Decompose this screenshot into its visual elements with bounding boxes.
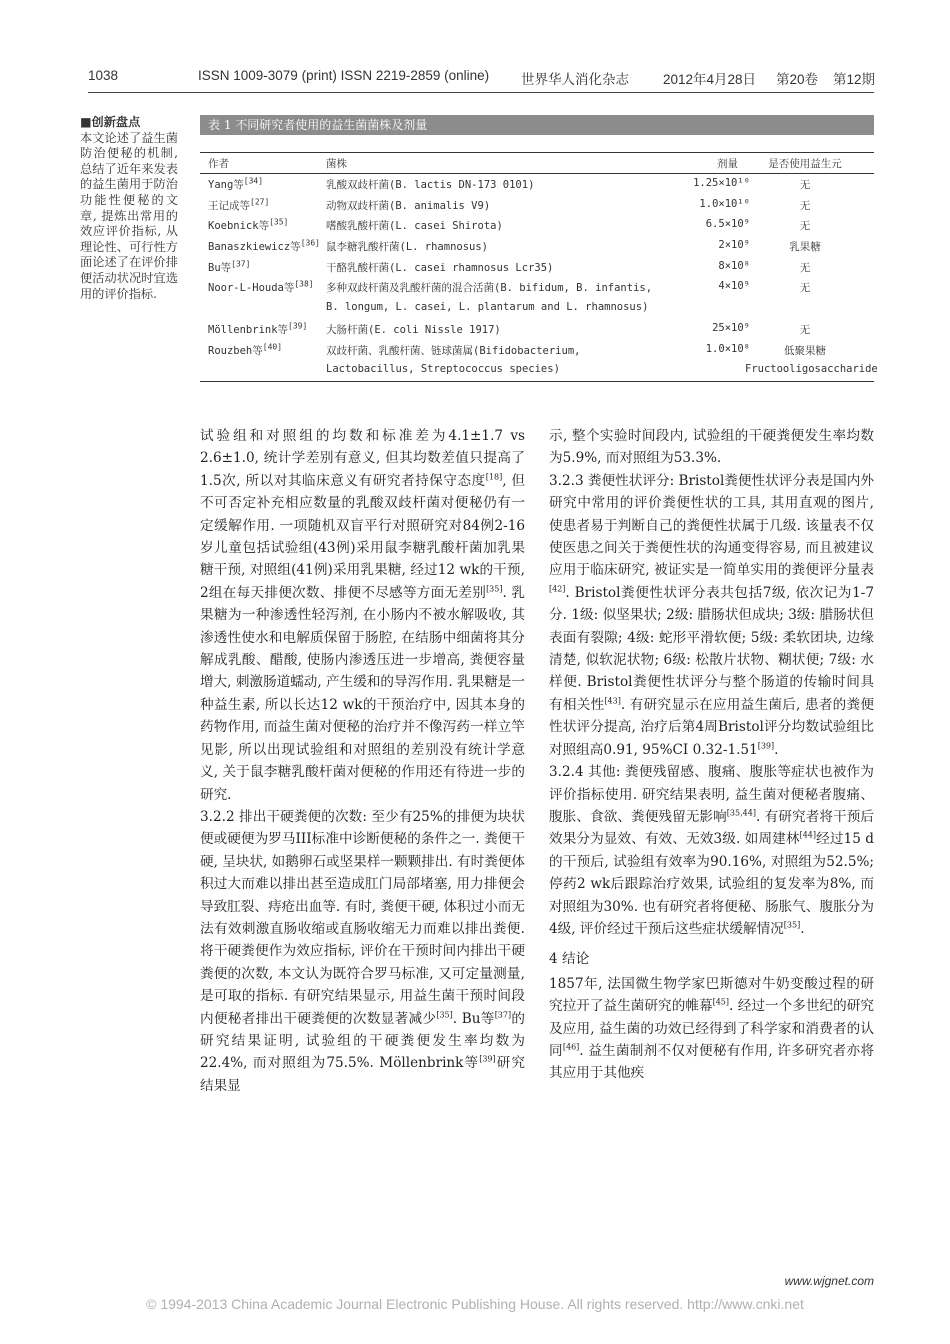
prebiotic-cell: 无 — [799, 199, 811, 212]
strain-cell: 动物双歧杆菌(B. animalis V9) — [326, 199, 491, 212]
text-run: . Bristol粪便性状评分表共包括7级, 依次记为1-7分. 1级: 似坚果状; 2级: 腊肠状但成块; 3级: 腊肠状但表面有裂隙; 4级: 蛇形平滑软便; 5级: 柔软团块, 边缘清楚, 似软泥状物; 6级: 松散片状物、糊状便; 7级: 水样便. Bristol粪便性状评分与整个肠道的传输时间具有相关性 — [549, 584, 874, 713]
dose-cell: 8×10⁸ — [718, 259, 750, 272]
citation: [18] — [485, 472, 503, 482]
citation: [34] — [243, 176, 264, 186]
table-row — [200, 195, 874, 216]
citation: [40] — [262, 342, 283, 351]
text-run: 的研究结果证明, 试验组的干硬粪便发生率均数为22.4%, 而对照组为75.5%. Möllenbrink等 — [200, 1010, 526, 1072]
dose-cell: 1.0×10¹⁰ — [699, 197, 750, 210]
prebiotic-cell: 无 — [799, 220, 811, 233]
text-run: 3.2.4 其他: 粪便残留感、腹痛、腹胀等症状也被作为评价指标使用. 研究结果表明, 益生菌对便秘者腹痛、腹胀、食欲、粪便残留无影响 — [549, 764, 874, 825]
dose-cell: 4×10⁹ — [718, 280, 750, 293]
citation: [36] — [300, 238, 320, 248]
paragraph — [549, 425, 874, 470]
citation: [35] — [783, 920, 801, 930]
sidebar-body: 本文论述了益生菌防治便秘的机制, 总结了近年来发表的益生菌用于防治功能性便秘的文章, 提炼出常用的效应评价指标, 从理论性、可行性方面论述了在评价排便活动状况时宜选用的评价指标. — [80, 130, 178, 301]
citation: [35] — [269, 217, 289, 227]
text-run: 3.2.2 排出干硬粪便的次数: 至少有25%的排便为块状便或硬便为罗马III标准中诊断便秘的条件之一. 粪便干硬, 呈块状, 如鹅卵石或坚果样一颗颗排出. 有时粪便体积过大而难以排出甚至造成肛门局部堵塞, 用力排便会导致肛裂、痔疮出血等. 有时, 粪便干硬, 体积过小而无法有效刺激直肠收缩或直肠收缩无力而难以排出粪便. 将干硬粪便作为效应指标, 评价在干预时间内排出干硬粪便的次数, 本文认为既符合罗马标准, 又可定量测量, 是可取的指标. 有研究结果显示, 用益生菌干预时间段内便秘者排出干硬粪便的次数显著减少 — [200, 808, 525, 1027]
issue-date: 2012年4月28日 — [663, 72, 757, 87]
left-column — [200, 425, 525, 1097]
citation: [42] — [549, 584, 566, 594]
footer-url[interactable]: www.wjgnet.com — [784, 1274, 874, 1288]
header-strain: 菌株 — [326, 158, 347, 170]
author-cell: 王记成等[27] — [208, 197, 270, 212]
author-cell: Möllenbrink等[39] — [208, 321, 308, 336]
paragraph — [200, 806, 525, 1097]
text-run: . — [800, 920, 805, 937]
copyright-watermark: © 1994-2013 China Academic Journal Electronic Publishing House. All rights reserved. http://www.cnki.net — [146, 1296, 804, 1312]
table-row — [200, 277, 874, 298]
strain-cell: 鼠李糖乳酸杆菌(L. rhamnosus) — [326, 241, 489, 254]
dose-cell: 6.5×10⁹ — [705, 218, 750, 231]
text-run: . — [774, 741, 779, 758]
citation: [39] — [479, 1054, 496, 1064]
author-cell: Noor-L-Houda等[38] — [208, 279, 314, 295]
text-run: . 经过一个多世纪的研究及应用, 益生菌的功效已经得到了科学家和消费者的认同 — [549, 998, 874, 1059]
table-row — [200, 360, 878, 381]
dose-cell: 25×10⁹ — [712, 321, 750, 334]
strain-cell: B. longum, L. casei, L. plantarum and L. rhamnosus) — [326, 301, 649, 314]
strain-cell: 干酪乳酸杆菌(L. casei rhamnosus Lcr35) — [326, 261, 554, 274]
paragraph — [549, 470, 874, 761]
right-column — [549, 425, 874, 1085]
prebiotic-cell: 无 — [799, 282, 811, 295]
table-row — [200, 298, 874, 319]
table-row — [200, 215, 874, 236]
header-dose: 剂量 — [717, 158, 738, 170]
citation: [43] — [604, 696, 621, 706]
citation: [37] — [494, 1010, 512, 1020]
author-cell: Rouzbeh等[40] — [208, 342, 283, 357]
text-run: 经过15 d的干预后, 试验组有效率为90.16%, 对照组为52.5%; 停药2 wk后跟踪治疗效果, 试验组的复发率为8%, 而对照组为30%. 也有研究者将便秘、肠胀气、腹胀分为4级, 评价经过干预后这些症状缓解情况 — [549, 831, 874, 937]
citation: [39] — [288, 321, 308, 331]
text-run: . 有研究者将干预后效果分为显效、有效、无效3级. 如周建林 — [549, 808, 874, 848]
table-row — [200, 319, 874, 340]
text-run: . 益生菌制剂不仅对便秘有作用, 许多研究者亦将其应用于其他疾 — [549, 1042, 874, 1082]
text-run: 4 结论 — [549, 951, 590, 968]
prebiotic-cell: 乳果糖 — [789, 241, 821, 254]
table-title: 表 1 不同研究者使用的益生菌菌株及剂量 — [200, 115, 874, 135]
prebiotic-cell: Fructooligosaccharide — [745, 363, 878, 376]
text-run: , 但不可否定补充相应数量的乳酸双歧杆菌对便秘仍有一定缓解作用. 一项随机双盲平行对照研究对84例2-16岁儿童包括试验组(43例)采用鼠李糖乳酸杆菌加乳果糖干预, 对照组(41例)采用乳果糖, 经过12 wk的干预, 2组在每天排便次数、排便不尽感等方面无差别 — [200, 472, 525, 601]
text-run: 研究结果显 — [200, 1055, 525, 1094]
prebiotic-cell: 无 — [799, 179, 811, 191]
paragraph — [549, 973, 874, 1085]
running-header — [88, 66, 874, 92]
dose-cell: 2×10⁹ — [718, 239, 750, 252]
strain-table — [200, 152, 878, 382]
table-row — [200, 257, 874, 278]
citation: [38] — [294, 279, 314, 289]
citation: [44] — [799, 830, 817, 840]
citation: [46] — [562, 1042, 580, 1052]
text-run: 示, 整个实验时间段内, 试验组的干硬粪便发生率均数为5.9%, 而对照组为53.3%. — [549, 428, 874, 467]
citation: [37] — [231, 259, 251, 269]
strain-cell: 大肠杆菌(E. coli Nissle 1917) — [326, 323, 501, 336]
strain-cell: 嗜酸乳酸杆菌(L. casei Shirota) — [326, 220, 503, 233]
issue: 第12期 — [833, 72, 876, 87]
strain-cell: 多种双歧杆菌及乳酸杆菌的混合活菌(B. bifidum, B. infantis, — [326, 282, 653, 295]
author-cell: Bu等[37] — [208, 259, 251, 274]
prebiotic-cell: 无 — [799, 323, 811, 336]
innovation-sidebar — [80, 115, 178, 302]
prebiotic-cell: 无 — [799, 261, 811, 274]
text-run: 1857年, 法国微生物学家巴斯德对牛奶变酸过程的研究拉开了益生菌研究的帷幕 — [549, 975, 874, 1015]
author-cell: Banaszkiewicz等[36] — [208, 238, 320, 254]
citation: [27] — [250, 197, 270, 207]
prebiotic-cell: 低聚果糖 — [784, 344, 826, 357]
table-row — [200, 340, 874, 361]
text-run: . 有研究显示在应用益生菌后, 患者的粪便性状评分提高, 治疗后第4周Bristol评分均数试验组比对照组高0.91, 95%CI 0.32-1.51 — [549, 696, 874, 758]
header-author: 作者 — [208, 158, 229, 170]
text-run: 试验组和对照组的均数和标准差为4.1±1.7 vs 2.6±1.0, 统计学差别有意义, 但其均数差值只提高了1.5次, 所以对其临床意义有研究者持保守态度 — [200, 428, 525, 489]
paragraph — [549, 761, 874, 940]
text-run: . Bu等 — [452, 1010, 495, 1027]
header-prebiotic: 是否使用益生元 — [768, 158, 842, 170]
dose-cell: 1.0×10⁸ — [705, 342, 750, 355]
volume: 第20卷 — [776, 72, 819, 87]
author-cell: Koebnick等[35] — [208, 217, 289, 233]
table-body — [200, 174, 878, 381]
table-row — [200, 236, 874, 257]
strain-cell: 双歧杆菌、乳酸杆菌、链球菌属(Bifidobacterium, — [326, 344, 581, 357]
citation: [35] — [486, 584, 503, 594]
citation: [45] — [712, 997, 730, 1007]
text-run: 3.2.3 粪便性状评分: Bristol粪便性状评分表是国内外研究中常用的评价粪便性状的工具, 其用直观的图片, 使患者易于判断自己的粪便性状属于几级. 该量表不仅使医患之间关于粪便性状的沟通变得容易, 而且被建议应用于临床研究, 被证实是一简单实用的粪便评分量表 — [549, 472, 874, 579]
sidebar-title: ■创新盘点 — [80, 115, 141, 129]
strain-cell: Lactobacillus, Streptococcus species) — [326, 363, 560, 376]
section-heading — [549, 948, 874, 970]
citation: [39] — [757, 741, 775, 751]
dose-cell: 1.25×10¹⁰ — [693, 177, 750, 189]
author-cell: Yang等[34] — [208, 176, 264, 191]
paragraph — [200, 425, 525, 806]
header-rule — [88, 92, 874, 93]
strain-cell: 乳酸双歧杆菌(B. lactis DN-173 0101) — [326, 179, 535, 191]
table-bottom-rule — [200, 381, 874, 382]
citation: [35,44] — [726, 808, 756, 818]
issn: ISSN 1009-3079 (print) ISSN 2219-2859 (online) — [198, 68, 490, 83]
text-run: . 乳果糖为一种渗透性轻泻剂, 在小肠内不被水解吸收, 其渗透性使水和电解质保留于肠腔, 在结肠中细菌将其分解成乳酸、醋酸, 使肠内渗透压进一步增高, 粪便容量增大, 刺激肠道蠕动, 产生缓和的导泻作用. 乳果糖是一种益生素, 所以长达12 wk的干预治疗中, 因其本身的药物作用, 而益生菌对便秘的治疗并不像泻药一样立竿见影, 所以出现试验组和对照组的差别没有统计学意义, 关于鼠李糖乳酸杆菌对便秘的作用还有待进一步的研究. — [200, 584, 525, 803]
journal-name: 世界华人消化杂志 — [521, 72, 629, 87]
citation: [35] — [436, 1010, 453, 1020]
page-number: 1038 — [88, 68, 119, 83]
table-header-row — [200, 153, 874, 173]
table-row — [200, 174, 874, 195]
